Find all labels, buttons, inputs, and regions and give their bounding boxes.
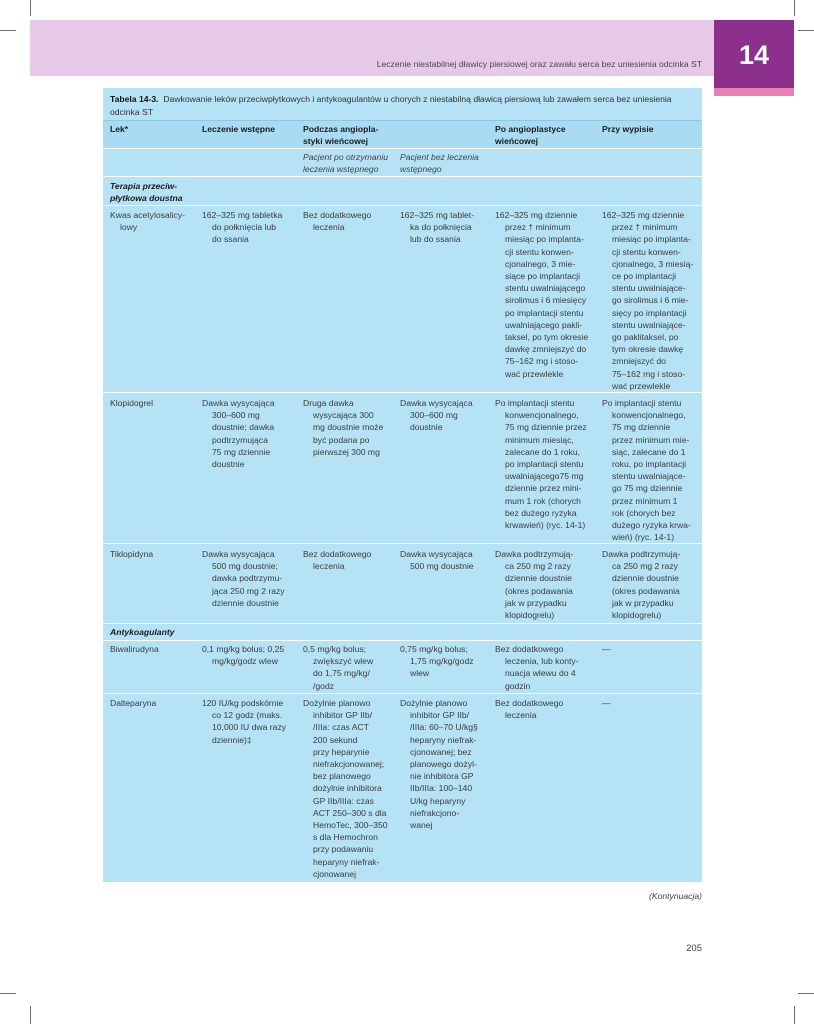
ticlopidine-post: Dawka podtrzymują- ca 250 mg 2 razy dziennie doustnie (okres podawania jak w przypadku klopidogrelu) [495,549,574,621]
dosing-table [103,88,702,882]
ticlopidine-pci-pre: Bez dodatkowego leczenia [303,549,372,572]
clopidogrel-initial: Dawka wysycająca 300–600 mg doustnie; dawka podtrzymująca 75 mg dziennie doustnie [202,398,275,470]
crop-mark-top-left-v [30,0,31,16]
crop-mark-bottom-right-h [798,993,814,994]
col-header-post-pci: Po angioplastyce wieńcowej [495,124,566,147]
bivalirudin-pci-nopre: 0,75 mg/kg bolus; 1,75 mg/kg/godz wlew [400,644,474,679]
continuation-note: (Kontynuacja) [648,891,702,901]
chapter-number: 14 [738,40,770,70]
ticlopidine-pci-nopre: Dawka wysycająca 500 mg doustnie [400,549,474,572]
aspirin-pci-nopre: 162–325 mg tablet- ka do połknięcia lub do ssania [400,210,475,245]
crop-mark-top-right-h [798,30,814,31]
subcol-after-initial: Pacjent po otrzymaniu leczenia wstępnego [303,152,389,175]
dalteparin-pci-nopre: Dożylnie planowo inhibitor GP IIb/ /IIIa: 60–70 U/kg§ heparyny niefrak- cjonowanej; bez planowego dożyl- nie inhibitora GP IIb/IIIa: 100–140 U/kg heparyny niefrakcjono- wanej [400,698,478,831]
crop-mark-bottom-right-v [794,1006,795,1024]
aspirin-initial: 162–325 mg tabletka do połknięcia lub do ssania [202,210,283,245]
row-divider [103,623,702,624]
ticlopidine-discharge: Dawka podtrzymują- ca 250 mg 2 razy dziennie doustnie (okres podawania jak w przypadku klopidogrelu) [602,549,681,621]
section-antiplatelet: Terapia przeciw- płytkowa doustna [110,181,183,204]
drug-aspirin: Kwas acetylosalicy- lowy [110,210,185,233]
dalteparin-initial: 120 IU/kg podskórnie co 12 godz (maks. 10,000 IU dwa razy dziennie)‡ [202,698,287,745]
table-caption-label: Tabela 14-3. [110,94,159,104]
bivalirudin-post: Bez dodatkowego leczenia, lub konty- nuacja wlewu do 4 godzin [495,644,579,691]
bivalirudin-discharge: — [602,644,611,654]
crop-mark-bottom-left-h [0,993,16,994]
row-divider [103,148,702,149]
col-header-pci: Podczas angiopla- styki wieńcowej [303,124,379,147]
bivalirudin-initial: 0,1 mg/kg bolus; 0,25 mg/kg/godz wlew [202,644,285,667]
chapter-accent-bar [714,88,794,96]
dalteparin-discharge: — [602,698,611,708]
clopidogrel-post: Po implantacji stentu konwencjonalnego, 75 mg dziennie przez minimum miesiąc, zalecane do 1 roku, po implantacji stentu uwalniającego75 mg dziennie przez mini- mum 1 rok (chorych bez dużego ryzyka krwawień) (ryc. 14-1) [495,398,587,531]
clopidogrel-discharge: Po implantacji stentu konwencjonalnego, 75 mg dziennie przez minimum mie- siąc, zalecane do 1 roku, po implantacji stentu uwalniające- go 75 mg dziennie przez minimum 1 rok (chorych bez dużego ryzyka krwa- wień) (ryc. 14-1) [602,398,691,543]
table-caption [110,93,698,118]
row-divider [103,205,702,206]
chapter-tab [714,20,794,88]
row-divider [103,640,702,641]
clopidogrel-pci-nopre: Dawka wysycająca 300–600 mg doustnie [400,398,473,433]
bivalirudin-pci-pre: 0,5 mg/kg bolus; zwiększyć wlew do 1,75 mg/kg/ /godz [303,644,374,691]
crop-mark-bottom-left-v [30,1006,31,1024]
drug-ticlopidine: Tiklopidyna [110,549,154,559]
dalteparin-post: Bez dodatkowego leczenia [495,698,564,721]
aspirin-pci-pre: Bez dodatkowego leczenia [303,210,372,233]
dalteparin-pci-pre: Dożylnie planowo inhibitor GP IIb/ /IIIa: czas ACT 200 sekund przy heparynie niefrakcjonowanej; bez planowego dożylnie inhibitora GP IIb/IIIa: czas ACT 250–300 s dla HemoTec, 300–350 s dla Hemochron przy podawaniu heparyny niefrak- cjonowanej [303,698,388,879]
crop-mark-top-right-v [794,0,795,16]
running-title: Leczenie niestabilnej dławicy piersiowej oraz zawału serca bez uniesienia odcinka ST [376,59,702,69]
col-header-initial: Leczenie wstępne [202,124,276,134]
col-header-discharge: Przy wypisie [602,124,654,134]
page-number: 205 [686,943,702,954]
aspirin-post: 162–325 mg dziennie przez † minimum miesiąc po implanta- cji stentu konwen- cjonalnego, 3 mie- siące po implantacji stentu uwalniającego sirolimus i 6 miesięcy po implantacji stentu uwalniającego pakli- taksel, po tym okresie dawkę zmniejszyć do 75–162 mg i stoso- wać przewlekle [495,210,589,379]
col-header-drug: Lek* [110,124,129,134]
row-divider [103,543,702,544]
table-caption-text: Dawkowanie leków przeciwpłytkowych i antykoagulantów u chorych z niestabilną dławicą piersiową lub zawałem serca bez uniesienia odcinka ST [110,94,672,117]
row-divider [103,693,702,694]
row-divider [103,392,702,393]
ticlopidine-initial: Dawka wysycająca 500 mg doustnie; dawka podtrzymu- jąca 250 mg 2 razy dziennie doustnie [202,549,285,608]
drug-bivalirudin: Biwalirudyna [110,644,159,654]
crop-mark-top-left-h [0,30,16,31]
clopidogrel-pci-pre: Druga dawka wysycająca 300 mg doustnie może być podana po pierwszej 300 mg [303,398,384,457]
aspirin-discharge: 162–325 mg dziennie przez † minimum miesiąc po implanta- cji stentu konwen- cjonalnego, 3 miesią- ce po implantacji stentu uwalniające- go sirolimus i 6 mie- sięcy po implantacji stentu uwalniające- go paklitaksel, po tym okresie dawkę zmniejszyć do 75–162 mg i stoso- wać przewlekle [602,210,694,391]
row-divider [103,176,702,177]
drug-dalteparin: Dalteparyna [110,698,157,708]
subcol-no-initial: Pacjent bez leczenia wstępnego [400,152,479,175]
section-anticoagulants: Antykoagulanty [110,627,175,637]
drug-clopidogrel: Klopidogrel [110,398,153,408]
